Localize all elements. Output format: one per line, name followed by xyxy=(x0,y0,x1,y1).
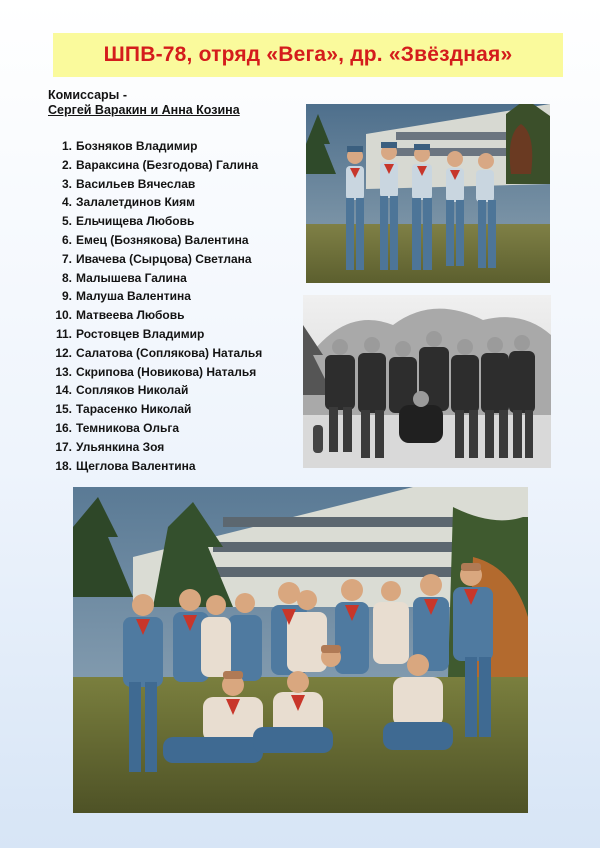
title-banner xyxy=(53,33,563,77)
list-item-number: 6. xyxy=(61,232,72,247)
list-item xyxy=(44,139,262,158)
list-item-number: 17. xyxy=(55,439,72,454)
list-item xyxy=(44,365,262,384)
list-item-number: 14. xyxy=(55,383,72,398)
list-item-number: 1. xyxy=(61,139,72,153)
list-item-name: Темникова Ольга xyxy=(76,420,180,435)
list-item-name: Щеглова Валентина xyxy=(76,458,196,473)
list-item-number: 18. xyxy=(55,458,72,473)
list-item xyxy=(44,233,262,252)
list-item-name: Малуша Валентина xyxy=(76,289,191,304)
list-item-name: Емец (Бознякова) Валентина xyxy=(76,232,249,247)
list-item xyxy=(44,383,262,402)
list-item-name: Вараксина (Безгодова) Галина xyxy=(76,157,259,172)
list-item-name: Ростовцев Владимир xyxy=(76,326,205,341)
list-item-number: 15. xyxy=(55,402,72,417)
group-photo-large-color xyxy=(73,487,528,813)
commissars-names: Сергей Варакин и Анна Козина xyxy=(48,103,240,117)
list-item-name: Малышева Галина xyxy=(76,270,187,285)
list-item-number: 4. xyxy=(61,195,72,210)
list-item-number: 8. xyxy=(61,270,72,285)
list-item xyxy=(44,459,262,478)
list-item-number: 16. xyxy=(55,420,72,435)
list-item xyxy=(44,177,262,196)
list-item xyxy=(44,421,262,440)
list-item-name: Бозняков Владимир xyxy=(76,139,198,153)
commissars-heading: Комиссары - xyxy=(48,88,127,102)
group-photo-black-white xyxy=(303,295,551,468)
list-item xyxy=(44,158,262,177)
list-item xyxy=(44,195,262,214)
list-item-name: Васильев Вячеслав xyxy=(76,176,196,191)
list-item-number: 12. xyxy=(55,345,72,360)
list-item-name: Матвеева Любовь xyxy=(76,308,185,323)
list-item-number: 2. xyxy=(61,157,72,172)
list-item-number: 11. xyxy=(55,326,72,341)
list-item xyxy=(44,214,262,233)
commissars-block xyxy=(48,88,240,117)
list-item xyxy=(44,440,262,459)
list-item-name: Ульянкина Зоя xyxy=(76,439,165,454)
list-item-name: Тарасенко Николай xyxy=(76,402,192,417)
list-item xyxy=(44,327,262,346)
list-item xyxy=(44,346,262,365)
list-item xyxy=(44,402,262,421)
list-item-number: 3. xyxy=(61,176,72,191)
group-photo-small-color xyxy=(306,104,550,283)
list-item-name: Ельчищева Любовь xyxy=(76,214,195,229)
list-item-name: Ивачева (Сырцова) Светлана xyxy=(76,251,252,266)
roster-list xyxy=(44,139,262,477)
list-item-number: 10. xyxy=(55,308,72,323)
list-item-number: 13. xyxy=(55,364,72,379)
list-item xyxy=(44,308,262,327)
list-item-name: Залалетдинов Киям xyxy=(76,195,196,210)
list-item xyxy=(44,289,262,308)
list-item-name: Скрипова (Новикова) Наталья xyxy=(76,364,257,379)
list-item-number: 5. xyxy=(61,214,72,229)
list-item xyxy=(44,271,262,290)
list-item-name: Сопляков Николай xyxy=(76,383,189,398)
list-item-number: 7. xyxy=(61,251,72,266)
list-item xyxy=(44,252,262,271)
list-item-name: Салатова (Соплякова) Наталья xyxy=(76,345,263,360)
list-item-number: 9. xyxy=(61,289,72,304)
page-title: ШПВ-78, отряд «Вега», др. «Звёздная» xyxy=(103,43,513,66)
